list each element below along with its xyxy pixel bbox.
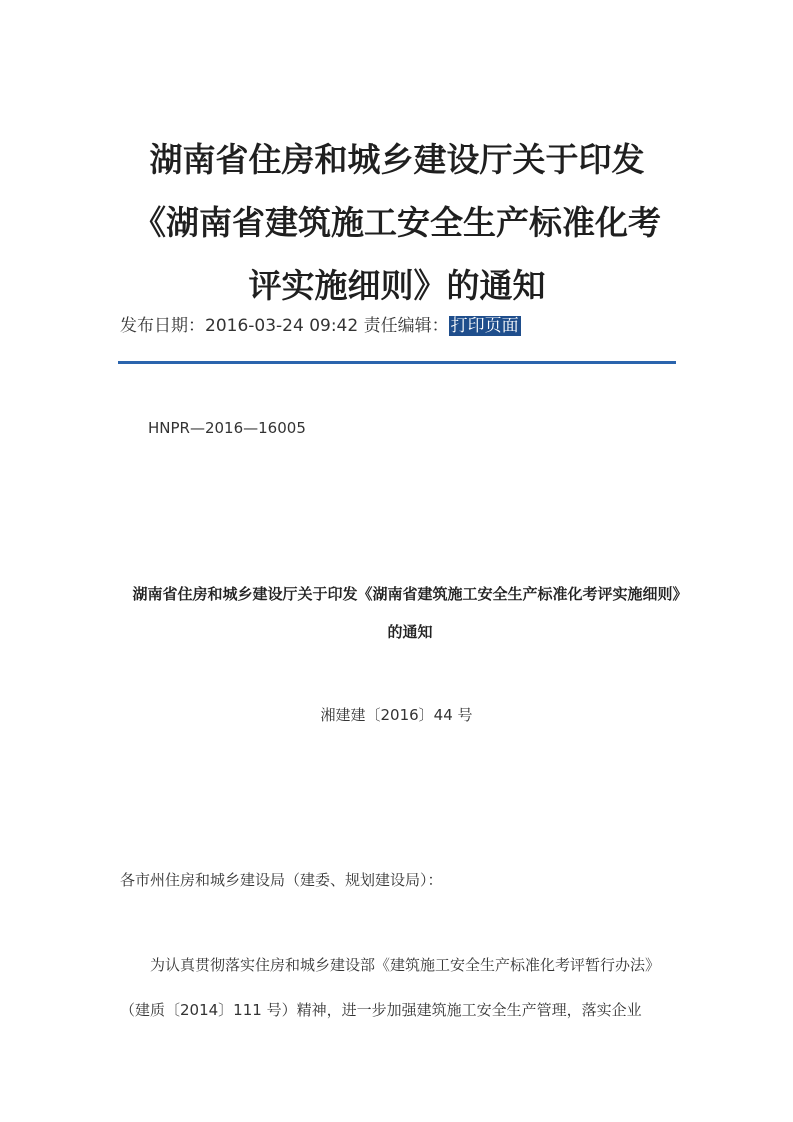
body-paragraph: 为认真贯彻落实住房和城乡建设部《建筑施工安全生产标准化考评暂行办法》（建质〔2014〕111 号）精神，进一步加强建筑施工安全生产管理，落实企业	[120, 956, 661, 1019]
document-number: 湘建建〔2016〕44 号	[320, 706, 473, 724]
editor-label: 责任编辑：	[358, 316, 449, 336]
document-code: HNPR—2016—16005	[148, 419, 306, 437]
header-divider	[118, 361, 676, 364]
document-heading: 湖南省住房和城乡建设厅关于印发《湖南省建筑施工安全生产标准化考评实施细则》的通知	[132, 585, 688, 641]
publish-date-label: 发布日期：	[120, 316, 205, 336]
article-meta	[120, 313, 521, 339]
page-title: 湖南省住房和城乡建设厅关于印发《湖南省建筑施工安全生产标准化考评实施细则》的通知	[133, 140, 661, 305]
publish-date: 2016-03-24 09:42	[205, 316, 359, 336]
document-addressee: 各市州住房和城乡建设局（建委、规划建设局）：	[120, 871, 443, 889]
print-page-link[interactable]: 打印页面	[450, 316, 519, 336]
